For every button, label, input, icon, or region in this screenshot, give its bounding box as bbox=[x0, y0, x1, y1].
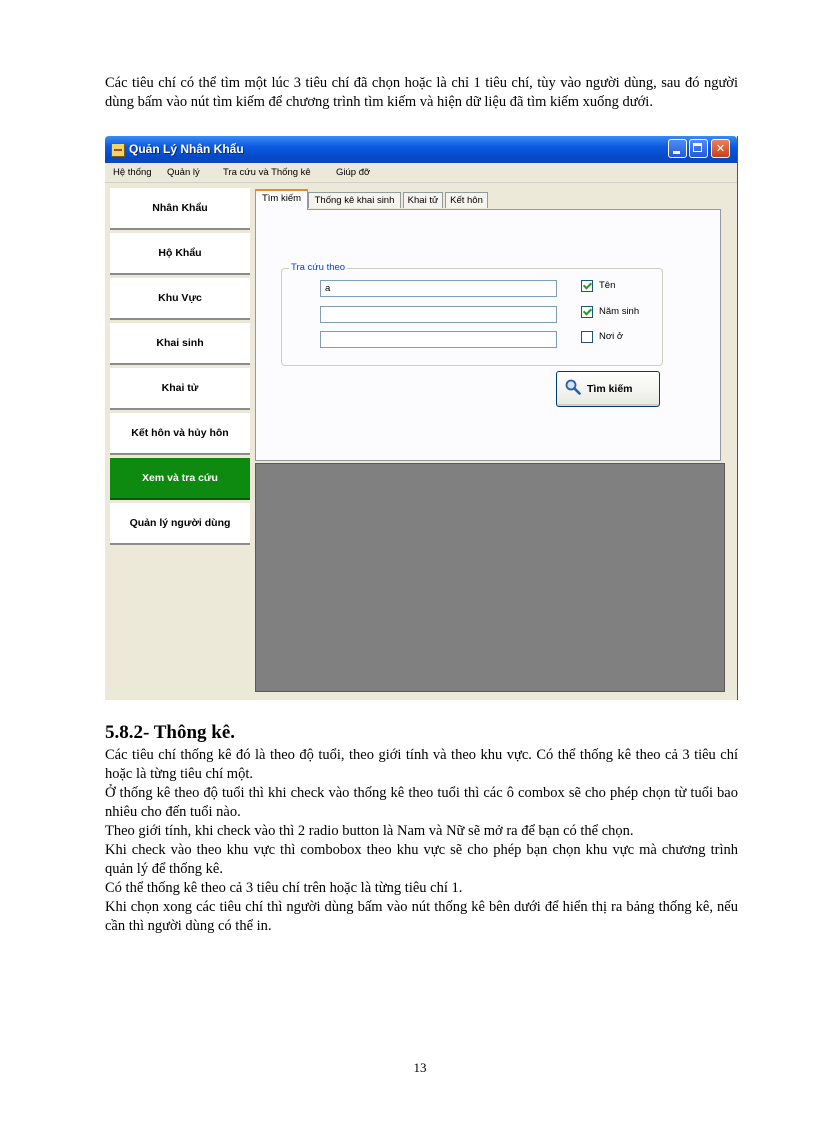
birth-year-checkbox[interactable] bbox=[581, 306, 651, 320]
body-paragraph: Khi check vào theo khu vực thì combobox theo khu vực sẽ cho phép bạn chọn khu vực mà chương trình quản lý để thống kê. bbox=[105, 842, 738, 877]
birth-year-checkbox-label: Năm sinh bbox=[599, 306, 640, 317]
page-number: 13 bbox=[413, 1060, 427, 1075]
intro-paragraph: Các tiêu chí có thể tìm một lúc 3 tiêu chí đã chọn hoặc là chỉ 1 tiêu chí, tùy vào người dùng, sau đó người dùng bấm vào nút tìm kiếm để chương trình tìm kiếm và hiện dữ liệu đã tìm kiếm xuống dưới. bbox=[105, 75, 738, 110]
tab-tim-kiem[interactable]: Tìm kiếm bbox=[255, 189, 308, 210]
close-button[interactable]: ✕ bbox=[711, 139, 730, 158]
app-icon bbox=[111, 143, 125, 157]
sidebar-item-khai-tu[interactable]: Khai tử bbox=[110, 368, 250, 410]
address-input[interactable] bbox=[320, 331, 557, 348]
search-button[interactable] bbox=[556, 371, 660, 407]
menu-quan-ly[interactable]: Quản lý bbox=[167, 167, 200, 178]
body-paragraph: Theo giới tính, khi check vào thì 2 radio button là Nam và Nữ sẽ mở ra để bạn có thể chọn. bbox=[105, 823, 634, 839]
body-paragraph: Các tiêu chí thống kê đó là theo độ tuổi, theo giới tính và theo khu vực. Có thể thống kê theo cả 3 tiêu chí hoặc là từng tiêu chí một. bbox=[105, 747, 738, 782]
app-window bbox=[105, 136, 737, 700]
checkbox-checked-icon bbox=[581, 280, 593, 292]
search-criteria-group bbox=[281, 262, 663, 366]
tab-ket-hon[interactable]: Kết hôn bbox=[445, 192, 488, 208]
name-input[interactable]: a bbox=[320, 280, 557, 297]
sidebar-item-ho-khau[interactable]: Hộ Khẩu bbox=[110, 233, 250, 275]
menu-tra-cuu-thong-ke[interactable]: Tra cứu và Thống kê bbox=[223, 167, 311, 178]
tab-thong-ke-khai-sinh[interactable]: Thống kê khai sinh bbox=[308, 192, 401, 208]
address-checkbox-label: Nơi ở bbox=[599, 331, 624, 342]
tab-khai-tu[interactable]: Khai tử bbox=[403, 192, 443, 208]
search-tab-panel bbox=[255, 209, 721, 461]
title-bar[interactable] bbox=[105, 136, 737, 163]
checkbox-checked-icon bbox=[581, 306, 593, 318]
sidebar-item-khu-vuc[interactable]: Khu Vực bbox=[110, 278, 250, 320]
magnifier-icon bbox=[565, 379, 581, 395]
name-checkbox-label: Tên bbox=[599, 280, 616, 291]
sidebar-item-khai-sinh[interactable]: Khai sinh bbox=[110, 323, 250, 365]
body-paragraph: Ở thống kê theo độ tuổi thì khi check vào thống kê theo tuổi thì các ô combox sẽ cho phép chọn từ tuổi bao nhiêu cho đến tuổi nào. bbox=[105, 785, 738, 820]
maximize-button[interactable] bbox=[689, 139, 708, 158]
sidebar-item-nhan-khau[interactable]: Nhân Khẩu bbox=[110, 188, 250, 230]
section-body bbox=[105, 746, 738, 936]
body-paragraph: Khi chọn xong các tiêu chí thì người dùng bấm vào nút thống kê bên dưới để hiển thị ra bảng thống kê, nếu cần thì người dùng có thể in. bbox=[105, 899, 738, 934]
address-checkbox[interactable] bbox=[581, 331, 651, 345]
search-button-label: Tìm kiếm bbox=[587, 383, 633, 395]
section-heading: 5.8.2- Thông kê. bbox=[105, 722, 236, 743]
birth-year-input[interactable] bbox=[320, 306, 557, 323]
sidebar-item-quan-ly-nguoi-dung[interactable]: Quản lý người dùng bbox=[110, 503, 250, 545]
minimize-button[interactable] bbox=[668, 139, 687, 158]
name-checkbox[interactable] bbox=[581, 280, 651, 294]
menu-bar bbox=[105, 163, 737, 183]
sidebar-item-xem-tra-cuu[interactable]: Xem và tra cứu bbox=[110, 458, 250, 500]
group-label: Tra cứu theo bbox=[291, 262, 346, 273]
body-paragraph: Có thể thống kê theo cả 3 tiêu chí trên hoặc là từng tiêu chí 1. bbox=[105, 880, 463, 896]
menu-giup-do[interactable]: Giúp đỡ bbox=[336, 167, 371, 178]
checkbox-unchecked-icon bbox=[581, 331, 593, 343]
window-title: Quản Lý Nhân Khẩu bbox=[129, 142, 244, 156]
results-grid[interactable] bbox=[255, 463, 725, 692]
sidebar-item-ket-hon[interactable]: Kết hôn và hủy hôn bbox=[110, 413, 250, 455]
menu-he-thong[interactable]: Hệ thống bbox=[113, 167, 152, 178]
